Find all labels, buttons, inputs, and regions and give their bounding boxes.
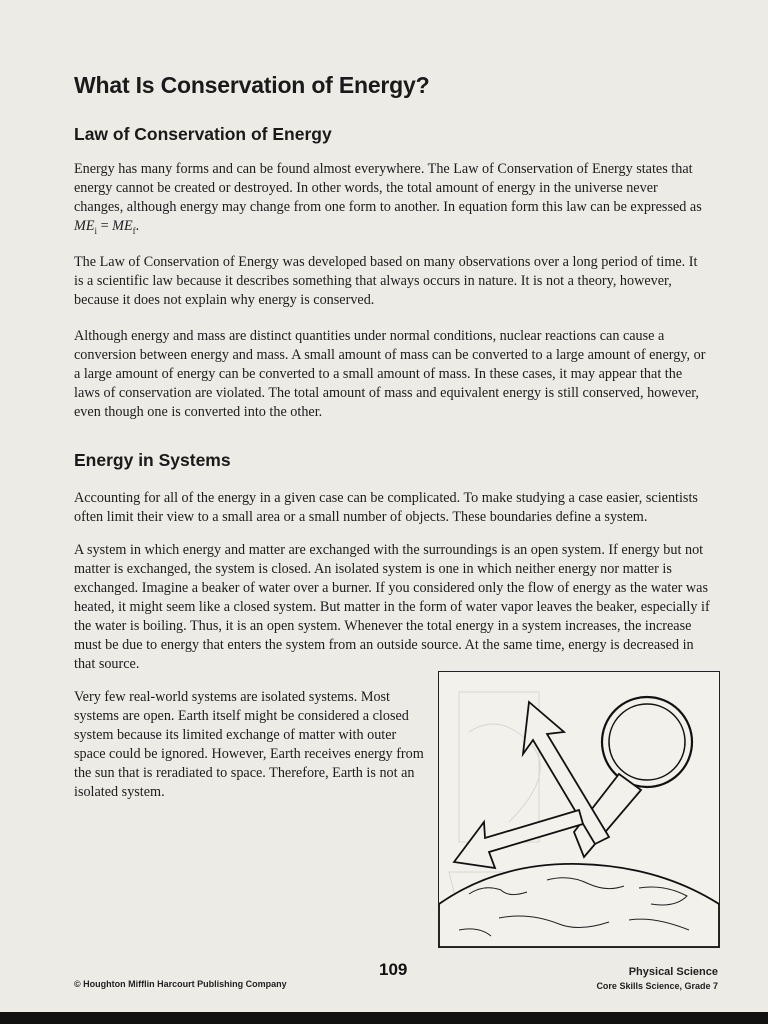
paragraph-open-closed-systems: A system in which energy and matter are exchanged with the surroundings is an open system. If energy but not matter is exchanged, the system is closed. An isolated system is one in which neither energy nor matter is exchanged. Imagine a beaker of water over a burner. If you considered only the flow of energy as the water was heated, it might seem like a closed system. But matter in the form of water vapor leaves the beaker, especially if the water is boiling. Thus, it is an open system. Whenever the total energy in a system increases, the increase must be due to energy that enters the system from an outside source. At the same time, energy is decreased in that source. [74, 542, 710, 672]
paragraph-law-scientific: The Law of Conservation of Energy was developed based on many observations over a long period of time. It is a scientific law because it describes something that always occurs in nature. It is not a theory, however, because it does not explain why energy is conserved. [74, 254, 698, 308]
paragraph-law-intro [74, 160, 710, 241]
equation-end: . [135, 218, 140, 234]
copyright-notice: © Houghton Mifflin Harcourt Publishing Company [74, 979, 287, 989]
equation-rhs: ME [112, 218, 133, 234]
sun-earth-figure [438, 671, 720, 948]
course-info [596, 966, 718, 991]
scan-edge [0, 1012, 768, 1024]
earth-icon [439, 864, 719, 947]
paragraph-law-intro-text: Energy has many forms and can be found almost everywhere. The Law of Conservation of Energy states that energy cannot be created or destroyed. In other words, the total amount of energy in the universe never changes, although energy may change from one form to another. In equation form this law can be expressed as [74, 161, 702, 215]
section-heading-systems: Energy in Systems [74, 450, 231, 470]
sun-earth-illustration [439, 672, 719, 947]
equation-lhs-subscript: i [94, 225, 98, 236]
paragraph-earth-system: Very few real-world systems are isolated systems. Most systems are open. Earth itself might be considered a closed system because its limited exchange of matter with outer space could be ignored. However, Earth receives energy from the sun that is reradiated to space. Therefore, Earth is not an isolated system. [74, 689, 424, 800]
paragraph-energy-mass: Although energy and mass are distinct quantities under normal conditions, nuclear reactions can cause a conversion between energy and mass. A small amount of mass can be converted to a large amount of energy, or a large amount of energy can be converted to a small amount of mass. In these cases, it may appear that the laws of conservation are violated. The total amount of mass and equivalent energy is still conserved, however, even though one is converted into the other. [74, 328, 706, 420]
page-number: 109 [379, 960, 408, 979]
section-heading-law: Law of Conservation of Energy [74, 124, 332, 144]
equation-rhs-subscript: f [132, 225, 136, 236]
page-title: What Is Conservation of Energy? [74, 72, 430, 98]
equation-equals: = [97, 218, 113, 234]
equation-lhs: ME [74, 218, 95, 234]
sun-icon [602, 697, 692, 787]
paragraph-systems-intro: Accounting for all of the energy in a given case can be complicated. To make studying a case easier, scientists often limit their view to a small area or a small number of objects. These boundaries define a system. [74, 490, 698, 525]
course-subtitle: Core Skills Science, Grade 7 [596, 981, 718, 991]
course-title: Physical Science [628, 966, 718, 978]
